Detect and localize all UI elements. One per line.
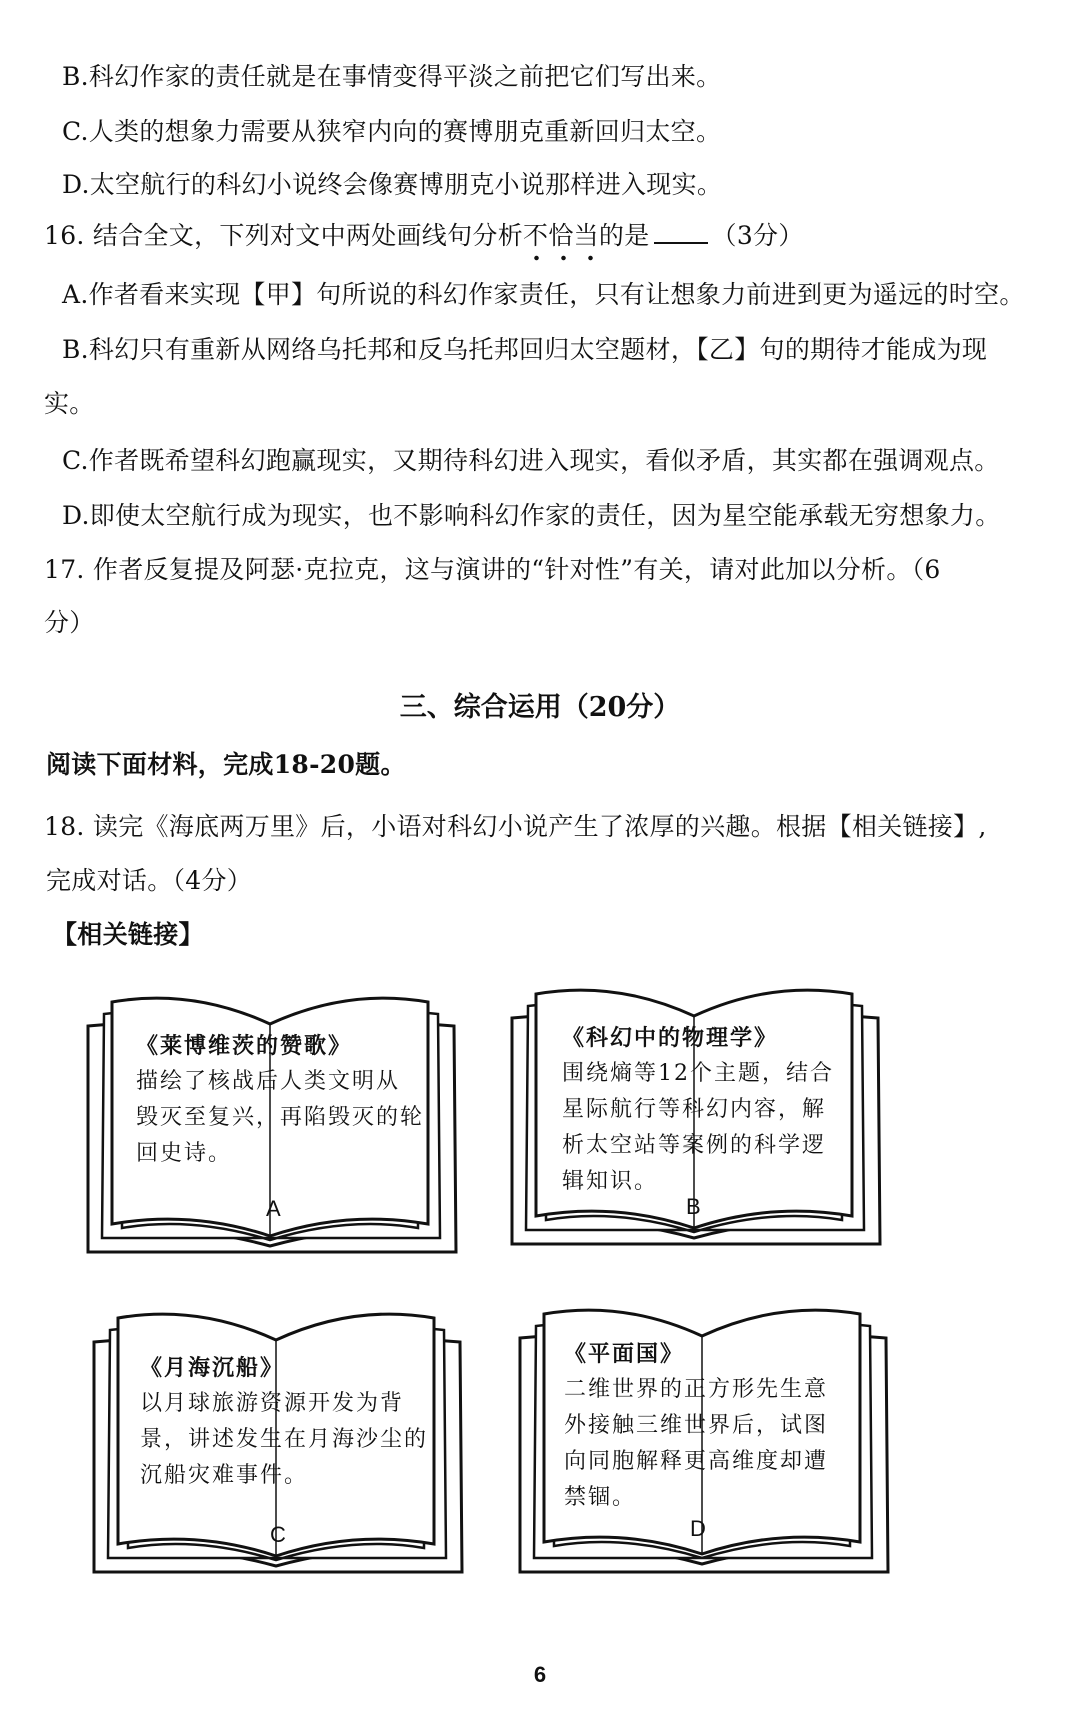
book-c-line-1: 以月球旅游资源开发为背	[140, 1391, 405, 1416]
q15-option-d: D.太空航行的科幻小说终会像赛博朋克小说那样进入现实。	[62, 170, 723, 199]
book-d-text	[564, 1336, 828, 1516]
book-a-line-1: 描绘了核战后人类文明从	[136, 1069, 401, 1094]
answer-blank[interactable]	[654, 218, 708, 244]
book-c-line-2: 景，讲述发生在月海沙尘的	[140, 1427, 429, 1452]
q16-prefix: 16. 结合全文，下列对文中两处画线句分析	[44, 221, 524, 250]
q16-option-d: D.即使太空航行成为现实，也不影响科幻作家的责任，因为星空能承载无穷想象力。	[62, 501, 1001, 530]
book-c-title: 《月海沉船》	[140, 1355, 285, 1381]
q16-suffix-before-blank: 的是	[598, 221, 650, 250]
book-c-letter: C	[270, 1522, 286, 1547]
section-instruction: 阅读下面材料，完成18-20题。	[46, 750, 406, 779]
related-links-label: 【相关链接】	[52, 920, 204, 949]
q18-stem: 18. 读完《海底两万里》后，小语对科幻小说产生了浓厚的兴趣。根据【相关链接】,	[44, 812, 987, 841]
q16-option-b: B.科幻只有重新从网络乌托邦和反乌托邦回归太空题材，【乙】句的期待才能成为现	[62, 335, 988, 364]
q16-option-c: C.作者既希望科幻跑赢现实，又期待科幻进入现实，看似矛盾，其实都在强调观点。	[62, 446, 1000, 475]
book-b-text	[562, 1020, 834, 1200]
q16-stem	[44, 218, 804, 253]
q15-option-c: C.人类的想象力需要从狭窄内向的赛博朋克重新回归太空。	[62, 117, 722, 146]
book-d-line-1: 二维世界的正方形先生意	[564, 1377, 829, 1402]
q17-stem-cont: 分）	[44, 608, 95, 637]
book-c-line-3: 沉船灾难事件。	[140, 1463, 309, 1488]
book-d-line-4: 禁锢。	[564, 1485, 637, 1510]
section-title: 三、综合运用（20分）	[399, 692, 681, 723]
book-a-text	[136, 1028, 424, 1172]
book-a-line-3: 回史诗。	[136, 1141, 233, 1166]
q16-option-a: A.作者看来实现【甲】句所说的科幻作家责任，只有让想象力前进到更为遥远的时空。	[62, 280, 1025, 309]
book-card-c	[88, 1300, 468, 1580]
book-d-line-2: 外接触三维世界后，试图	[564, 1413, 829, 1438]
book-c-text	[140, 1350, 428, 1494]
book-card-d	[514, 1296, 894, 1580]
book-d-line-3: 向同胞解释更高维度却遭	[564, 1449, 829, 1474]
q16-emphasis: 不恰当	[523, 219, 599, 253]
book-b-line-2: 星际航行等科幻内容，解	[562, 1097, 827, 1122]
book-b-line-3: 析太空站等案例的科学逻	[562, 1133, 827, 1158]
book-d-title: 《平面国》	[564, 1341, 685, 1367]
book-b-line-4: 辑知识。	[562, 1169, 659, 1194]
book-card-b	[506, 976, 886, 1252]
page-number: 6	[533, 1662, 547, 1687]
book-card-a	[82, 984, 462, 1260]
book-b-title: 《科幻中的物理学》	[562, 1025, 779, 1051]
book-b-letter: B	[686, 1194, 701, 1219]
q16-score: （3分）	[711, 221, 804, 250]
q16-option-b-cont: 实。	[44, 389, 95, 418]
q18-stem-cont: 完成对话。（4分）	[46, 866, 253, 895]
q15-option-b: B.科幻作家的责任就是在事情变得平淡之前把它们写出来。	[62, 62, 722, 91]
book-d-letter: D	[690, 1516, 706, 1541]
q17-stem: 17. 作者反复提及阿瑟·克拉克，这与演讲的“针对性”有关，请对此加以分析。（6	[44, 555, 941, 584]
book-a-line-2: 毁灭至复兴，再陷毁灭的轮	[136, 1105, 425, 1130]
book-a-title: 《莱博维茨的赞歌》	[136, 1033, 353, 1059]
book-a-letter: A	[266, 1196, 281, 1221]
book-b-line-1: 围绕熵等12个主题，结合	[562, 1061, 834, 1086]
